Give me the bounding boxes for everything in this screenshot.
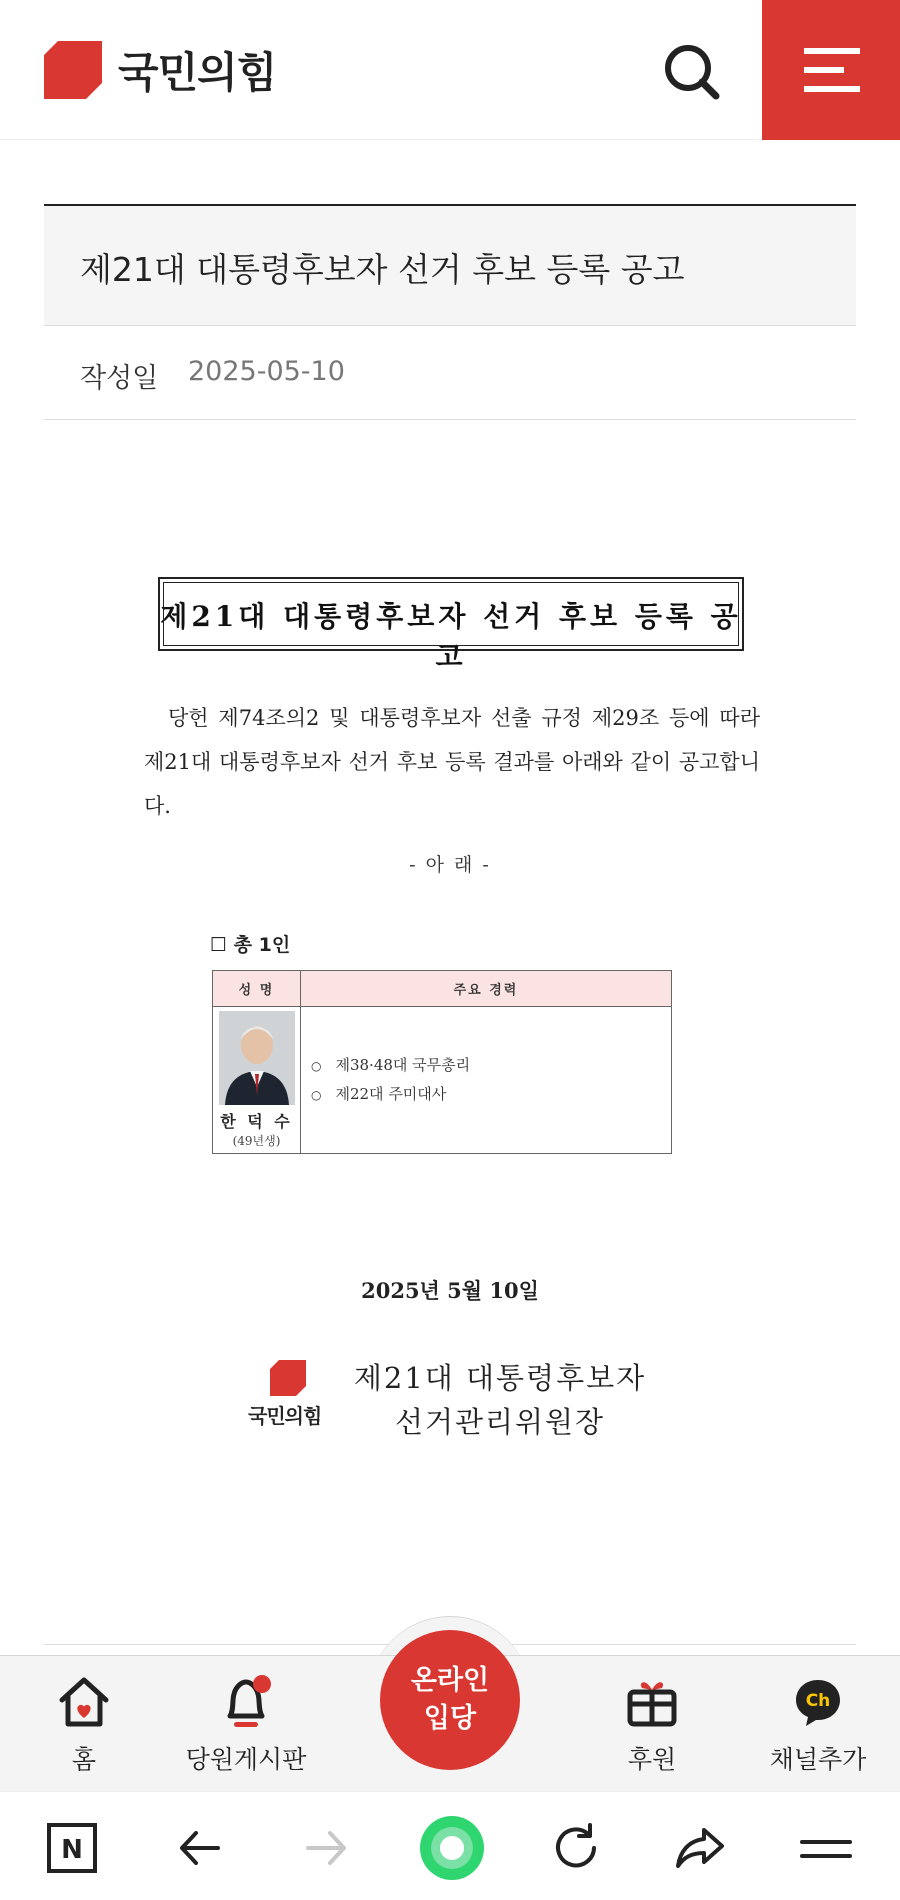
naver-badge-text: N — [61, 1835, 83, 1865]
candidate-photo — [219, 1011, 295, 1105]
post-date-row — [44, 326, 856, 420]
career-item — [311, 1080, 661, 1109]
menu-lines-icon — [798, 1820, 854, 1876]
nav-channel-add-label: 채널추가 — [769, 1745, 867, 1774]
career-text: 제22대 주미대사 — [335, 1085, 447, 1103]
naver-home-button[interactable] — [44, 1820, 104, 1876]
notice-below-marker: - 아 래 - — [409, 854, 491, 876]
share-icon — [672, 1820, 728, 1876]
green-dot-button[interactable] — [418, 1814, 486, 1882]
nav-member-board-label: 당원게시판 — [185, 1745, 307, 1774]
signature-title — [340, 1356, 660, 1444]
candidate-name: 한 덕 수 — [220, 1112, 293, 1131]
party-logo-icon — [44, 41, 102, 99]
notice-heading: 제21대 대통령후보자 선거 후보 등록 공고 — [160, 600, 742, 673]
candidate-table — [212, 970, 672, 1154]
career-text: 제38·48대 국무총리 — [335, 1056, 471, 1074]
channel-badge-text: Ch — [805, 1691, 831, 1711]
header-career: 주요 경력 — [301, 971, 672, 1007]
notice-heading-box — [158, 577, 744, 673]
nav-donation-label: 후원 — [627, 1745, 677, 1774]
refresh-icon — [548, 1820, 604, 1876]
bell-icon — [216, 1674, 276, 1730]
candidate-total: ☐ 총 1인 — [210, 934, 291, 956]
refresh-button[interactable] — [548, 1820, 608, 1876]
nav-home-label: 홈 — [71, 1745, 97, 1774]
kakao-channel-icon — [790, 1674, 846, 1730]
signature-logo — [248, 1360, 332, 1429]
online-join-line2: 입당 — [423, 1703, 477, 1734]
post-title: 제21대 대통령후보자 선거 후보 등록 공고 — [80, 250, 685, 289]
career-bullet: ○ — [311, 1088, 322, 1102]
forward-arrow-icon — [298, 1820, 354, 1876]
home-icon — [56, 1674, 112, 1730]
table-row — [213, 1007, 672, 1154]
search-button[interactable] — [660, 40, 724, 104]
candidate-birth: (49년생) — [232, 1134, 281, 1148]
signature-line-2: 선거관리위원장 — [394, 1405, 606, 1439]
site-logo[interactable] — [44, 40, 276, 100]
search-icon — [660, 40, 724, 104]
date-value: 2025-05-10 — [188, 356, 345, 387]
notice-body: 당헌 제74조의2 및 대통령후보자 선출 규정 제29조 등에 따라 제21대 대통령후보자 선거 후보 등록 결과를 아래와 같이 공고합니다. — [144, 706, 760, 818]
nav-home[interactable] — [14, 1674, 154, 1776]
green-dot-icon — [418, 1814, 486, 1882]
career-item — [311, 1051, 661, 1080]
browser-menu-button[interactable] — [798, 1820, 858, 1876]
post-title-box — [44, 204, 856, 326]
browser-toolbar — [0, 1791, 900, 1900]
signature-line-1: 제21대 대통령후보자 — [353, 1361, 647, 1395]
nav-channel-add[interactable] — [748, 1674, 888, 1776]
signature-logo-text: 국민의힘 — [248, 1404, 322, 1428]
site-header — [0, 0, 900, 140]
party-logo-icon — [270, 1360, 306, 1396]
date-label: 작성일 — [80, 363, 159, 394]
career-cell — [301, 1007, 672, 1154]
nav-donation[interactable] — [582, 1674, 722, 1776]
nav-member-board[interactable] — [176, 1674, 316, 1776]
header-name: 성 명 — [213, 971, 301, 1007]
online-join-line1: 온라인 — [410, 1665, 490, 1696]
notice-date: 2025년 5월 10일 — [361, 1278, 539, 1303]
online-join-button[interactable] — [380, 1630, 520, 1770]
logo-text: 국민의힘 — [118, 48, 277, 97]
forward-button[interactable] — [298, 1820, 358, 1876]
table-header-row — [213, 971, 672, 1007]
menu-button[interactable] — [762, 0, 900, 140]
candidate-cell — [213, 1007, 301, 1154]
naver-home-icon — [44, 1820, 100, 1876]
back-button[interactable] — [172, 1820, 232, 1876]
career-bullet: ○ — [311, 1059, 322, 1073]
gift-icon — [624, 1674, 680, 1730]
share-button[interactable] — [672, 1820, 732, 1876]
hamburger-menu-icon — [804, 48, 860, 92]
back-arrow-icon — [172, 1820, 228, 1876]
